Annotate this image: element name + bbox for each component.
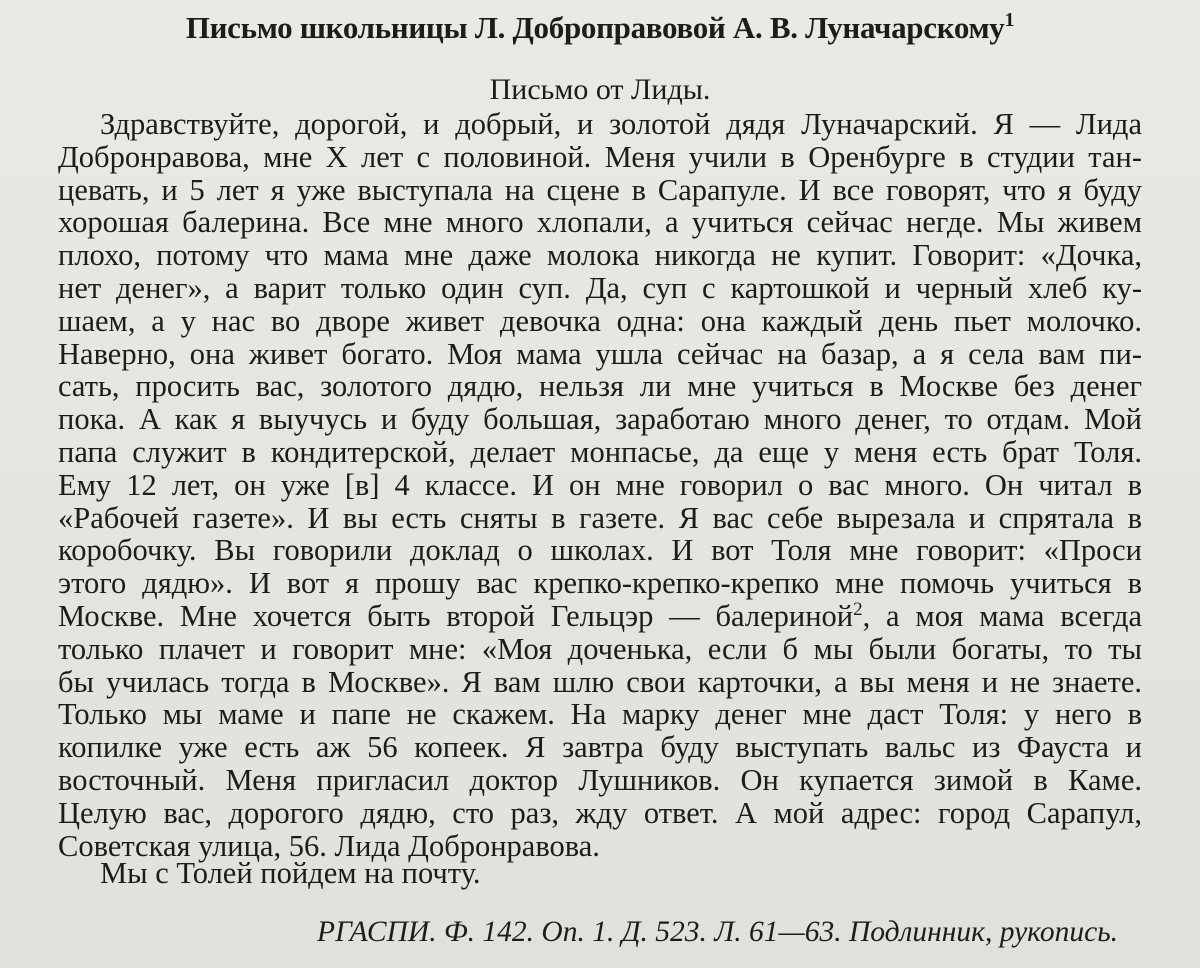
body-line: хорошая балерина. Все мне много хлопали, а учиться сейчас негде. Мы живем (58, 205, 1142, 240)
archive-citation: РГАСПИ. Ф. 142. Оп. 1. Д. 523. Л. 61—63. Подлинник, рукопись. (317, 916, 1118, 948)
footnote-mark: 2 (853, 598, 863, 620)
body-line-tail: , а моя мама всегда (862, 598, 1143, 633)
document-title (0, 8, 1200, 48)
body-line: «Рабочей газете». И вы есть сняты в газете. Я вас себе вырезала и спрятала в (58, 500, 1142, 535)
body-line: этого дядю». И вот я прошу вас крепко-крепко-крепко мне помочь учиться в (58, 566, 1142, 601)
title-text: Письмо школьницы Л. Доброправовой А. В. Луначарскому (185, 10, 1005, 45)
letter-body (58, 108, 1142, 862)
body-line: пока. А как я выучусь и буду большая, заработаю много денег, то отдам. Мой (58, 402, 1142, 437)
body-line: бы училась тогда в Москве». Я вам шлю свои карточки, а вы меня и не знаете. (58, 664, 1142, 699)
body-line: Советская улица, 56. Лида Добронравова. (58, 828, 600, 863)
body-line-text: Москве. Мне хочется быть второй Гельцэр — балериной (58, 598, 854, 633)
body-line: Целую вас, дорогого дядю, сто раз, жду ответ. А мой адрес: город Сарапул, (58, 795, 1142, 830)
body-line: копилке уже есть аж 56 копеек. Я завтра буду выступать вальс из Фауста и (58, 730, 1142, 765)
letter-heading: Письмо от Лиды. (489, 73, 711, 106)
body-line: цевать, и 5 лет я уже выступала на сцене в Сарапуле. И все говорят, что я буду (58, 172, 1142, 207)
body-line: Ему 12 лет, он уже [в] 4 классе. И он мне говорил о вас много. Он читал в (58, 467, 1142, 502)
closing-line: Мы с Толей пойдем на почту. (100, 856, 481, 890)
body-line: шаем, а у нас во дворе живет девочка одна: она каждый день пьет молочко. (58, 303, 1142, 338)
body-line: Только мы маме и папе не скажем. На марку денег мне даст Толя: у него в (58, 697, 1142, 732)
body-line: плохо, потому что мама мне даже молока никогда не купит. Говорит: «Дочка, (58, 238, 1142, 273)
body-line: восточный. Меня пригласил доктор Лушников. Он купается зимой в Каме. (58, 762, 1142, 797)
title-footnote-mark: 1 (1004, 9, 1015, 31)
body-line: коробочку. Вы говорили доклад о школах. И вот Толя мне говорит: «Проси (58, 533, 1142, 568)
body-line: нет денег», а варит только один суп. Да, суп с картошкой и черный хлеб ку- (58, 270, 1142, 305)
body-line: сать, просить вас, золотого дядю, нельзя ли мне учиться в Москве без денег (58, 369, 1142, 404)
body-line: Здравствуйте, дорогой, и добрый, и золотой дядя Луначарский. Я — Лида (100, 107, 1142, 141)
body-line: Добронравова, мне X лет с половиной. Меня учили в Оренбурге в студии тан- (58, 139, 1142, 174)
body-line: папа служит в кондитерской, делает монпасье, да еще у меня есть брат Толя. (58, 434, 1142, 469)
body-line-with-footnote (58, 600, 1142, 633)
body-line: Наверно, она живет богато. Моя мама ушла сейчас на базар, а я села вам пи- (58, 336, 1142, 371)
body-line: только плачет и говорит мне: «Моя доченька, если б мы были богаты, то ты (58, 631, 1142, 666)
